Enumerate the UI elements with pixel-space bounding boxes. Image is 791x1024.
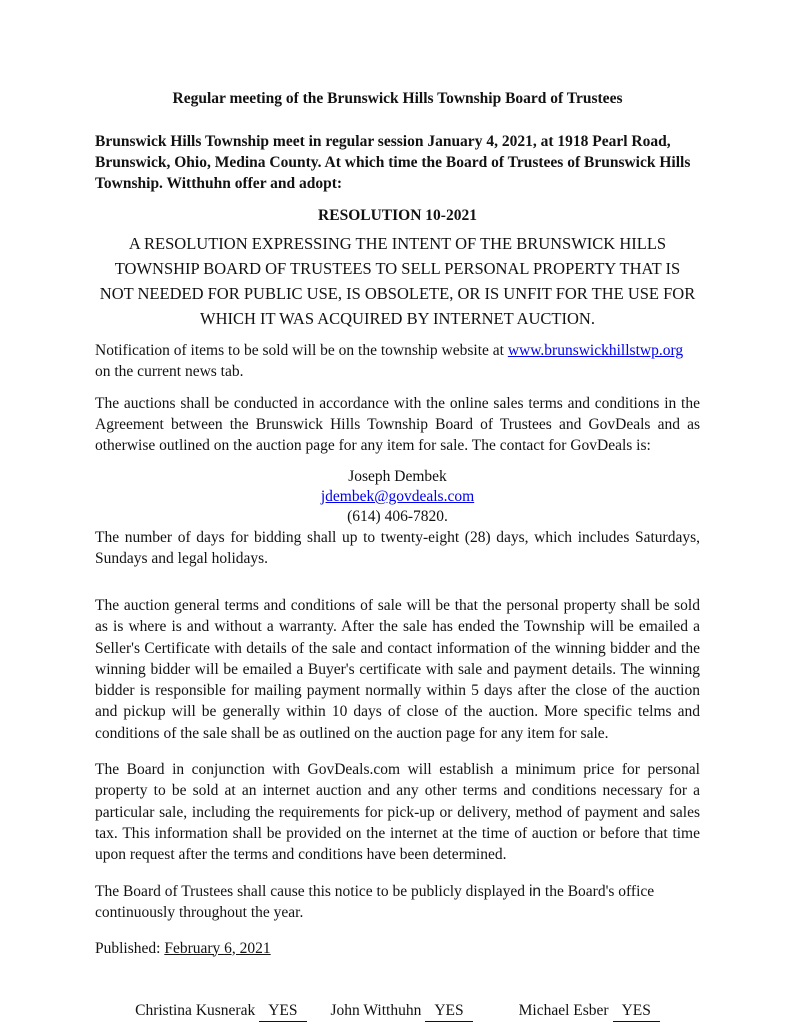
trustee-vote	[331, 1000, 473, 1022]
notice-paragraph	[95, 881, 655, 923]
govdeals-contact-block	[95, 467, 700, 527]
contact-email-link[interactable]: jdembek@govdeals.com	[320, 488, 475, 505]
terms-paragraph: The auction general terms and conditions of sale will be that the personal property shall be sold as is where is and without a warranty. After the sale has ended the Township will be emailed a Seller's Certificate with details of the sale and contact information of the winning bidder and the winning bidder will be emailed a Buyer's certificate with sale and payment details. The winning bidder is responsible for mailing payment normally within 5 days after the close of the auction and pickup will be generally within 10 days of close of the auction. More specific telms and conditions of the sale shall be as outlined on the auction page for any item for sale.	[95, 597, 700, 742]
resolution-body: A RESOLUTION EXPRESSING THE INTENT OF THE BRUNSWICK HILLS TOWNSHIP BOARD OF TRUSTEES TO SELL PERSONAL PROPERTY THAT IS NOT NEEDED FOR PUBLIC USE, IS OBSOLETE, OR IS UNFIT FOR THE USE FOR WHICH IT WAS ACQUIRED BY INTERNET AUCTION.	[99, 234, 696, 328]
trustee-vote-row	[95, 1000, 700, 1022]
trustee-vote	[519, 1000, 660, 1022]
resolution-heading: RESOLUTION 10-2021	[318, 207, 477, 224]
trustee-name: John Witthuhn	[330, 1001, 422, 1019]
bidding-paragraph: The number of days for bidding shall up to twenty-eight (28) days, which includes Saturdays, Sundays and legal holidays.	[95, 529, 700, 567]
contact-phone: (614) 406-7820.	[347, 508, 448, 525]
contact-name: Joseph Dembek	[348, 468, 447, 485]
board-paragraph: The Board in conjunction with GovDeals.com will establish a minimum price for personal property to be sold at an internet auction and any other terms and conditions necessary for a particular sale, including the requirements for pick-up or delivery, method of payment and sales tax. This information shall be provided on the internet at the time of auction or before that time upon request after the terms and conditions have been determined.	[95, 761, 700, 864]
notice-in-word: in	[528, 882, 542, 900]
auctions-paragraph: The auctions shall be conducted in accordance with the online sales terms and conditions in the Agreement between the Brunswick Hills Township Board of Trustees and GovDeals and as otherwise outlined on the auction page for any item for sale. The contact for GovDeals is:	[95, 395, 700, 454]
trustee-name: Christina Kusnerak	[135, 1001, 256, 1019]
notice-text-after: the Board's office continuously throughout the year.	[95, 882, 655, 921]
intro-paragraph: Brunswick Hills Township meet in regular session January 4, 2021, at 1918 Pearl Road, Brunswick, Ohio, Medina County. At which time the Board of Trustees of Brunswick Hills Township. Witthuhn offer and adopt:	[95, 133, 691, 192]
trustee-name: Michael Esber	[518, 1001, 609, 1019]
trustee-vote	[135, 1000, 306, 1022]
document-title: Regular meeting of the Brunswick Hills Township Board of Trustees	[172, 90, 623, 107]
township-website-link[interactable]: www.brunswickhillstwp.org	[507, 342, 684, 359]
published-date: February 6, 2021	[164, 939, 271, 957]
vote-value: YES	[613, 1000, 660, 1022]
notification-paragraph	[95, 340, 700, 382]
published-label: Published:	[95, 939, 161, 957]
notice-text-before: The Board of Trustees shall cause this notice to be publicly displayed	[95, 882, 526, 900]
notification-text-after: on the current news tab.	[95, 363, 244, 380]
published-line	[95, 938, 700, 959]
vote-value: YES	[425, 1000, 472, 1022]
notification-text-before: Notification of items to be sold will be on the township website at	[95, 342, 504, 359]
vote-value: YES	[259, 1000, 306, 1022]
